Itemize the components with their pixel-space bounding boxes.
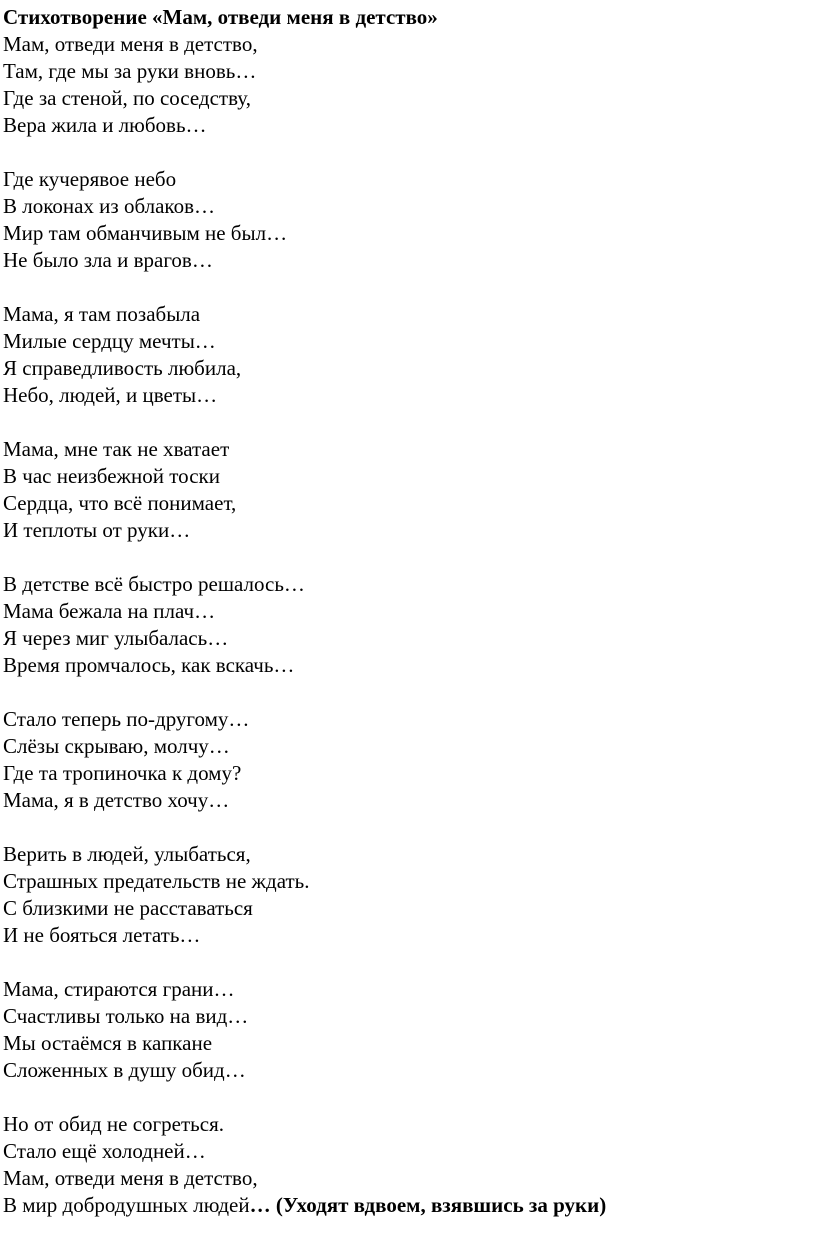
- poem-title: Стихотворение «Мам, отведи меня в детство»: [3, 5, 438, 29]
- poem-line: Мама бежала на плач…: [3, 599, 216, 623]
- poem-line: Страшных предательств не ждать.: [3, 869, 310, 893]
- stanza-9: [3, 1111, 813, 1219]
- stanza-5: [3, 571, 813, 679]
- poem-line: Стало теперь по-другому…: [3, 707, 250, 731]
- poem-line: Небо, людей, и цветы…: [3, 383, 218, 407]
- poem-line: И теплоты от руки…: [3, 518, 191, 542]
- poem-line: В локонах из облаков…: [3, 194, 215, 218]
- poem-line: В час неизбежной тоски: [3, 464, 220, 488]
- final-line-text: В мир добродушных людей: [3, 1193, 250, 1217]
- poem-line: Время промчалось, как вскачь…: [3, 653, 295, 677]
- poem-line: Сердца, что всё понимает,: [3, 491, 237, 515]
- poem-line: Где кучерявое небо: [3, 167, 177, 191]
- poem-line: Верить в людей, улыбаться,: [3, 842, 251, 866]
- poem-line: Мама, стираются грани…: [3, 977, 235, 1001]
- poem-line: Мам, отведи меня в детство,: [3, 32, 258, 56]
- poem-line: Сложенных в душу обид…: [3, 1058, 246, 1082]
- poem-line: Я через миг улыбалась…: [3, 626, 229, 650]
- poem-line: Там, где мы за руки вновь…: [3, 59, 257, 83]
- stanza-8: [3, 976, 813, 1084]
- poem-line: В детстве всё быстро решалось…: [3, 572, 305, 596]
- document-page: [3, 4, 813, 1219]
- poem-line: Вера жила и любовь…: [3, 113, 207, 137]
- poem-line: Я справедливость любила,: [3, 356, 242, 380]
- poem-line: Мама, мне так не хватает: [3, 437, 230, 461]
- poem-line: Милые сердцу мечты…: [3, 329, 216, 353]
- poem-line: Мама, я в детство хочу…: [3, 788, 230, 812]
- poem-line: Не было зла и врагов…: [3, 248, 213, 272]
- poem-line: Где за стеной, по соседству,: [3, 86, 251, 110]
- final-line: [3, 1192, 813, 1219]
- poem-line: С близкими не расставаться: [3, 896, 253, 920]
- stanza-3: [3, 301, 813, 409]
- poem-line: Где та тропиночка к дому?: [3, 761, 242, 785]
- poem-line: Мир там обманчивым не был…: [3, 221, 288, 245]
- poem-line: Мама, я там позабыла: [3, 302, 201, 326]
- poem-line: Но от обид не согреться.: [3, 1112, 224, 1136]
- stage-direction: … (Уходят вдвоем, взявшись за руки): [249, 1193, 607, 1217]
- poem-line: Мы остаёмся в капкане: [3, 1031, 213, 1055]
- stanza-7: [3, 841, 813, 949]
- poem-line: Мам, отведи меня в детство,: [3, 1166, 258, 1190]
- poem-line: Стало ещё холодней…: [3, 1139, 206, 1163]
- poem-line: Слёзы скрываю, молчу…: [3, 734, 230, 758]
- stanza-2: [3, 166, 813, 274]
- poem-line: И не бояться летать…: [3, 923, 201, 947]
- stanza-4: [3, 436, 813, 544]
- poem-line: Счастливы только на вид…: [3, 1004, 249, 1028]
- stanza-6: [3, 706, 813, 814]
- stanza-1: [3, 31, 813, 139]
